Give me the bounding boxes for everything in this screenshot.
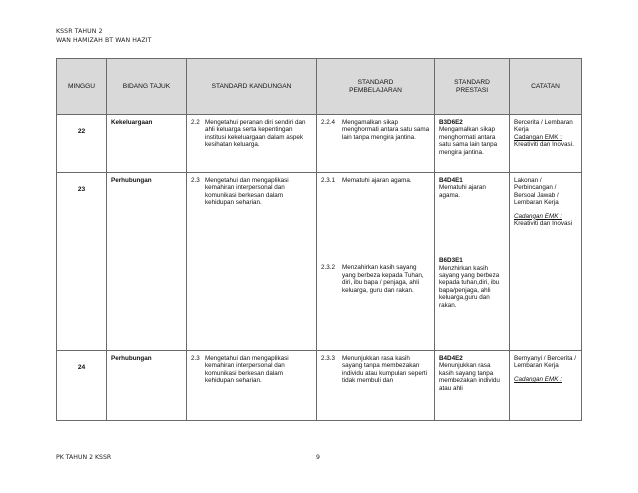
prestasi-text: Menunjukkan rasa kasih sayang tanpa membezakan individu atau ahli xyxy=(439,362,500,392)
catatan-cell xyxy=(510,351,582,421)
pembelajaran-text: Menunjukkan rasa kasih sayang tanpa membezakan individu atau kumpulan seperti tidak membuli dan xyxy=(342,355,428,385)
pembelajaran-cell xyxy=(317,173,435,351)
pembelajaran-code: 2.2.4 xyxy=(321,119,336,126)
bidang-cell: Perhubungan xyxy=(107,173,187,351)
catatan-activity: Bernyanyi / Bercerita / Lembaran Kerja xyxy=(514,355,576,370)
prestasi-cell xyxy=(435,115,510,173)
col-header-bidang-tajuk: BIDANG TAJUK xyxy=(107,59,187,115)
kandungan-cell xyxy=(187,115,317,173)
pembelajaran-spacer xyxy=(321,184,431,264)
catatan-emk-label: Cadangan EMK : xyxy=(514,212,562,220)
prestasi-cell xyxy=(435,351,510,421)
bidang-cell: Kekeluargaan xyxy=(107,115,187,173)
page-number: 9 xyxy=(316,454,320,461)
minggu-value: 24 xyxy=(77,364,86,371)
prestasi-code: B4D4E1 xyxy=(439,177,463,184)
minggu-value: 23 xyxy=(77,186,86,193)
document-header-line-2: WAN HAMIZAH BT WAN HAZIT xyxy=(56,37,152,44)
minggu-cell xyxy=(57,115,107,173)
pembelajaran-item xyxy=(321,119,431,141)
minggu-value: 22 xyxy=(77,128,86,135)
catatan-emk-value: Kreativiti dan Inovasi. xyxy=(514,141,574,149)
pembelajaran-code: 2.3.3 xyxy=(321,355,336,362)
prestasi-code: B6D3E1 xyxy=(439,257,463,265)
prestasi-cell xyxy=(435,173,510,351)
catatan-emk-value: Kreativiti dan Inovasi xyxy=(514,220,573,228)
kandungan-item xyxy=(191,177,313,207)
rpt-table xyxy=(56,58,582,421)
prestasi-code: B3D6E2 xyxy=(439,119,463,126)
pembelajaran-text: Mematuhi ajaran agama. xyxy=(342,177,412,184)
catatan-cell xyxy=(510,115,582,173)
bidang-cell: Perhubungan xyxy=(107,351,187,421)
prestasi-spacer xyxy=(439,199,506,257)
col-header-standard-kandungan: STANDARD KANDUNGAN xyxy=(187,59,317,115)
catatan-cell xyxy=(510,173,582,351)
kandungan-code: 2.2 xyxy=(191,119,200,126)
catatan-activity: Bercerita / Lembaran Kerja xyxy=(514,119,573,134)
table-row xyxy=(57,115,582,173)
table-row xyxy=(57,351,582,421)
col-header-standard-pembelajaran: STANDARD PEMBELAJARAN xyxy=(317,59,435,115)
col-header-catatan: CATATAN xyxy=(510,59,582,115)
catatan-activity: Lakonan / Perbincangan / Bersoal Jawab / Lembaran Kerja xyxy=(514,177,559,207)
minggu-cell xyxy=(57,173,107,351)
pembelajaran-text: Menzahirkan kasih sayang yang berbeza kepada Tuhan, diri, ibu bapa / penjaga, ahli keluarga, guru dan rakan. xyxy=(342,264,424,294)
kandungan-item xyxy=(191,355,313,385)
kandungan-cell xyxy=(187,351,317,421)
catatan-emk-label: Cadangan EMK : xyxy=(514,133,562,141)
kandungan-code: 2.3 xyxy=(191,355,200,362)
prestasi-text: Mengamalkan sikap menghormati antara satu sama lain tanpa mengira jantina. xyxy=(439,126,498,156)
kandungan-text: Mengetahui dan mengaplikasi kemahiran interpersonal dan komunikasi berkesan dalam kehidupan seharian. xyxy=(205,355,289,385)
table-header-row xyxy=(57,59,582,115)
pembelajaran-text: Mengamalkan sikap menghormati antara satu sama lain tanpa mengira jantina. xyxy=(342,119,430,141)
prestasi-text: Menzhirkan kasih sayang yang berbeza kepada tuhan,diri, ibu bapa/penjaga, ahli keluarga,guru dan rakan. xyxy=(439,264,500,309)
prestasi-code: B4D4E2 xyxy=(439,355,463,362)
kandungan-code: 2.3 xyxy=(191,177,200,184)
col-header-minggu: MINGGU xyxy=(57,59,107,115)
pembelajaran-item xyxy=(321,177,431,184)
catatan-emk-label: Cadangan EMK : xyxy=(514,375,562,383)
kandungan-text: Mengetahui dan mengaplikasi kemahiran interpersonal dan komunikasi berkesan dalam kehidupan seharian. xyxy=(205,177,289,207)
pembelajaran-code: 2.3.1 xyxy=(321,177,336,184)
table-row xyxy=(57,173,582,351)
pembelajaran-cell xyxy=(317,351,435,421)
prestasi-text: Mematuhi ajaran agama. xyxy=(439,184,486,199)
col-header-standard-prestasi: STANDARD PRESTASI xyxy=(435,59,510,115)
pembelajaran-item xyxy=(321,355,431,385)
kandungan-cell xyxy=(187,173,317,351)
pembelajaran-cell xyxy=(317,115,435,173)
kandungan-text: Mengetahui peranan diri sendiri dan ahli keluarga serta kepentingan institusi kekeluargaan dalam aspek kesihatan keluarga. xyxy=(205,119,306,149)
document-header-line-1: KSSR TAHUN 2 xyxy=(56,28,103,35)
pembelajaran-item xyxy=(321,264,431,294)
footer-label: PK TAHUN 2 KSSR xyxy=(56,454,112,461)
kandungan-item xyxy=(191,119,313,149)
pembelajaran-code: 2.3.2 xyxy=(321,264,336,272)
minggu-cell xyxy=(57,351,107,421)
